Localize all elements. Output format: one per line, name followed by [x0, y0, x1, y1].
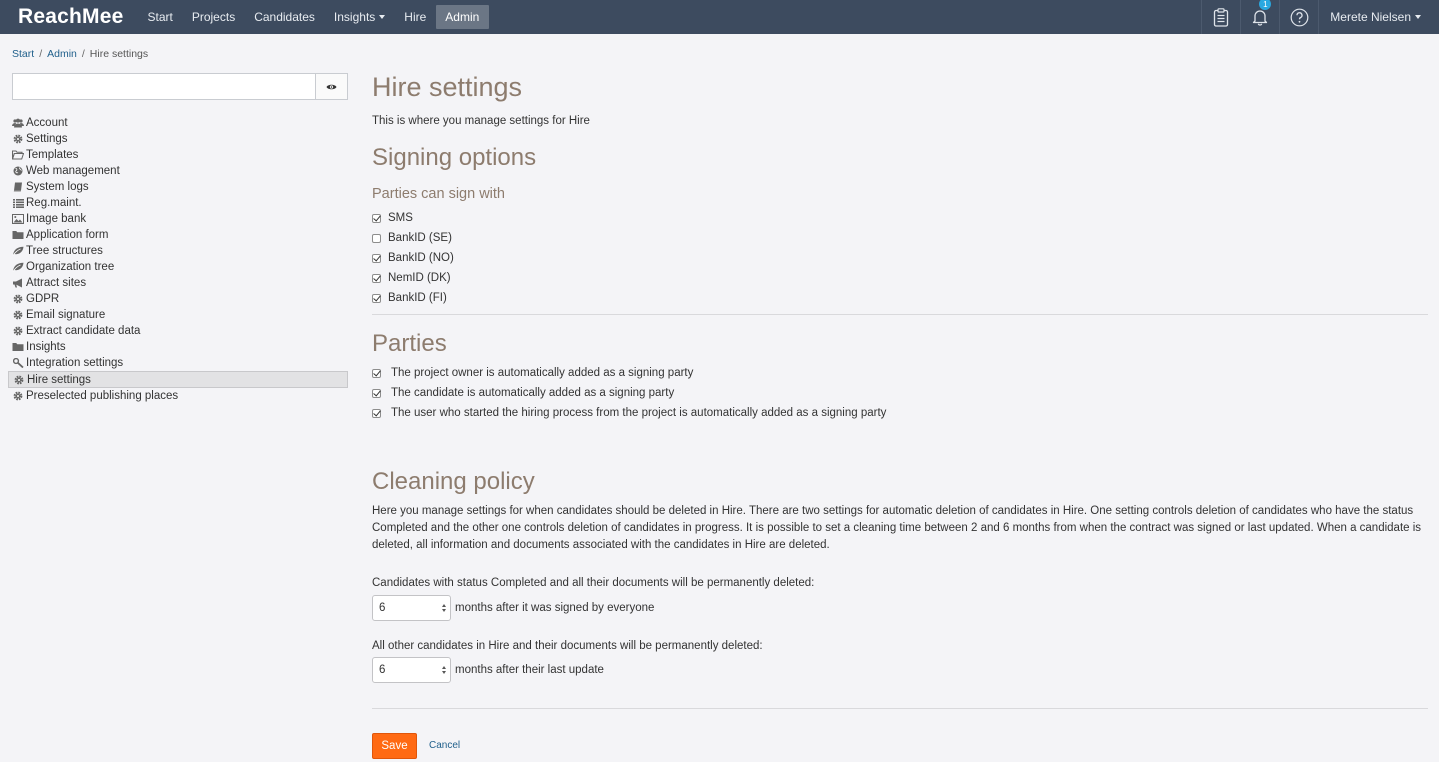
gear-icon	[12, 134, 24, 144]
sidebar-item-label: Insights	[26, 341, 66, 353]
sidebar-item-gdpr[interactable]	[8, 291, 348, 307]
page-intro: This is where you manage settings for Hire	[372, 115, 590, 127]
sidebar-item-label: Extract candidate data	[26, 325, 141, 337]
sidebar-item-label: Reg.maint.	[26, 197, 82, 209]
checkbox[interactable]	[372, 294, 381, 303]
party-hiring-user[interactable]	[372, 407, 886, 419]
sidebar-item-templates[interactable]	[8, 147, 348, 163]
checkbox[interactable]	[372, 234, 381, 243]
nav-insights-label: Insights	[333, 10, 376, 24]
sidebar-item-label: Account	[26, 117, 68, 129]
other-months-suffix: months after their last update	[455, 664, 604, 676]
folder-icon	[12, 230, 24, 240]
folder-icon	[12, 342, 24, 352]
sidebar-item-extract-candidate-data[interactable]	[8, 323, 348, 339]
help-button[interactable]	[1279, 0, 1318, 34]
folder-open-icon	[12, 150, 24, 160]
sidebar-item-preselected-publishing-places[interactable]	[8, 388, 348, 404]
sidebar-item-label: Settings	[26, 133, 68, 145]
notifications-button[interactable]	[1240, 0, 1279, 34]
sidebar-search	[12, 73, 348, 100]
sidebar-item-label: Preselected publishing places	[26, 390, 179, 402]
checkbox[interactable]	[372, 254, 381, 263]
caret-down-icon	[379, 15, 385, 19]
party-candidate[interactable]	[372, 387, 674, 399]
sign-option-sms[interactable]	[372, 212, 413, 224]
user-name: Merete Nielsen	[1330, 10, 1411, 24]
nav-projects[interactable]: Projects	[191, 10, 236, 24]
sidebar-item-insights[interactable]	[8, 339, 348, 355]
sidebar-item-label: Hire settings	[27, 373, 91, 386]
select-arrows-icon	[442, 604, 446, 612]
parties-can-sign-subheading: Parties can sign with	[372, 186, 505, 202]
breadcrumb-start[interactable]: Start	[12, 48, 35, 60]
clipboard-button[interactable]	[1201, 0, 1240, 34]
sign-option-bankid-se[interactable]	[372, 232, 452, 244]
sidebar-item-application-form[interactable]	[8, 227, 348, 243]
cancel-link[interactable]: Cancel	[429, 740, 461, 751]
sidebar-item-image-bank[interactable]	[8, 211, 348, 227]
breadcrumb-current: Hire settings	[89, 48, 149, 60]
sidebar-item-system-logs[interactable]	[8, 179, 348, 195]
checkbox[interactable]	[372, 214, 381, 223]
select-value: 6	[379, 664, 386, 676]
checkbox[interactable]	[372, 409, 381, 418]
show-hidden-button[interactable]	[316, 73, 348, 100]
sidebar-item-label: Email signature	[26, 309, 106, 321]
sidebar-item-label: Attract sites	[26, 277, 87, 289]
select-value: 6	[379, 602, 386, 614]
checkbox-label: SMS	[388, 212, 413, 224]
sidebar-item-label: GDPR	[26, 293, 60, 305]
completed-deletion-label: Candidates with status Completed and all their documents will be permanently deleted:	[372, 577, 815, 589]
notification-count-badge: 1	[1259, 0, 1271, 10]
leaf-icon	[12, 262, 24, 272]
checkbox-label: BankID (FI)	[388, 292, 447, 304]
sidebar-item-settings[interactable]	[8, 131, 348, 147]
bell-icon	[1251, 8, 1269, 26]
main-nav	[138, 0, 489, 34]
page-title: Hire settings	[372, 72, 523, 102]
completed-months-select[interactable]	[372, 595, 451, 621]
checkbox-label: BankID (SE)	[388, 232, 452, 244]
sign-option-bankid-no[interactable]	[372, 252, 454, 264]
gear-icon	[13, 375, 25, 385]
signing-options-heading: Signing options	[372, 144, 537, 171]
sidebar-item-email-signature[interactable]	[8, 307, 348, 323]
other-deletion-row	[372, 657, 604, 683]
checkbox[interactable]	[372, 274, 381, 283]
caret-down-icon	[1415, 15, 1421, 19]
user-menu[interactable]	[1318, 0, 1439, 34]
cleaning-policy-heading: Cleaning policy	[372, 468, 535, 495]
breadcrumb-admin[interactable]: Admin	[47, 48, 77, 60]
users-icon	[12, 118, 24, 128]
sidebar-item-hire-settings[interactable]	[8, 371, 348, 388]
checkbox-label: BankID (NO)	[388, 252, 454, 264]
top-navbar	[0, 0, 1439, 34]
leaf-icon	[12, 246, 24, 256]
sidebar-item-label: System logs	[26, 181, 89, 193]
breadcrumb-separator: /	[81, 48, 85, 60]
nav-start[interactable]: Start	[147, 10, 173, 24]
sidebar-search-input[interactable]	[12, 73, 316, 100]
reachmee-logo[interactable]: ReachMee	[18, 5, 124, 28]
checkbox-label: The user who started the hiring process from the project is automatically added as a signing party	[391, 407, 887, 419]
save-button[interactable]: Save	[372, 733, 417, 759]
bullhorn-icon	[12, 278, 24, 288]
nav-admin[interactable]: Admin	[436, 5, 489, 29]
nav-candidates[interactable]: Candidates	[254, 10, 315, 24]
wrench-icon	[12, 358, 24, 368]
globe-icon	[12, 166, 24, 176]
image-icon	[12, 214, 24, 224]
nav-insights[interactable]	[324, 5, 394, 29]
sidebar-item-label: Web management	[26, 165, 120, 177]
sidebar-item-integration-settings[interactable]	[8, 355, 348, 371]
checkbox-label: The project owner is automatically added as a signing party	[391, 367, 694, 379]
sidebar-item-account[interactable]	[8, 115, 348, 131]
checkbox[interactable]	[372, 369, 381, 378]
question-circle-icon	[1290, 8, 1309, 27]
sidebar-item-label: Image bank	[26, 213, 87, 225]
gear-icon	[12, 391, 24, 401]
admin-menu	[8, 115, 348, 404]
sidebar-item-organization-tree[interactable]	[8, 259, 348, 275]
list-icon	[12, 199, 24, 208]
clipboard-icon	[1213, 8, 1229, 27]
sidebar-item-label: Application form	[26, 229, 109, 241]
select-arrows-icon	[442, 666, 446, 674]
eye-icon	[326, 83, 337, 91]
gear-icon	[12, 294, 24, 304]
sidebar-item-label: Organization tree	[26, 261, 115, 273]
checkbox[interactable]	[372, 389, 381, 398]
sign-option-bankid-fi[interactable]	[372, 292, 447, 304]
checkbox-label: NemID (DK)	[388, 272, 451, 284]
breadcrumb	[12, 48, 148, 60]
party-project-owner[interactable]	[372, 367, 693, 379]
divider	[372, 314, 1428, 315]
parties-heading: Parties	[372, 330, 447, 357]
sidebar-item-label: Tree structures	[26, 245, 103, 257]
gear-icon	[12, 310, 24, 320]
sidebar-item-label: Templates	[26, 149, 79, 161]
completed-months-suffix: months after it was signed by everyone	[455, 602, 655, 614]
other-deletion-label: All other candidates in Hire and their documents will be permanently deleted:	[372, 640, 763, 652]
divider	[372, 708, 1428, 709]
book-icon	[12, 182, 24, 192]
sidebar-item-label: Integration settings	[26, 357, 124, 369]
sidebar-item-tree-structures[interactable]	[8, 243, 348, 259]
completed-deletion-row	[372, 595, 654, 621]
cleaning-policy-description: Here you manage settings for when candidates should be deleted in Hire. There are two settings for automatic deletion of candidates in Hire. One setting controls deletion of candidates who have the status Completed and the other one controls deletion of candidates in progress. It is possible to set a cleaning time between 2 and 6 months from when the contract was signed or last updated. When a candidate is deleted, all information and documents associated with the candidates in Hire are deleted.	[372, 505, 1422, 551]
other-months-select[interactable]	[372, 657, 451, 683]
header-tools	[1201, 0, 1439, 34]
breadcrumb-separator: /	[39, 48, 43, 60]
sidebar-item-reg-maint[interactable]	[8, 195, 348, 211]
checkbox-label: The candidate is automatically added as a signing party	[391, 387, 675, 399]
nav-hire[interactable]: Hire	[404, 10, 427, 24]
sign-option-nemid-dk[interactable]	[372, 272, 451, 284]
sidebar-item-web-management[interactable]	[8, 163, 348, 179]
sidebar-item-attract-sites[interactable]	[8, 275, 348, 291]
gear-icon	[12, 326, 24, 336]
